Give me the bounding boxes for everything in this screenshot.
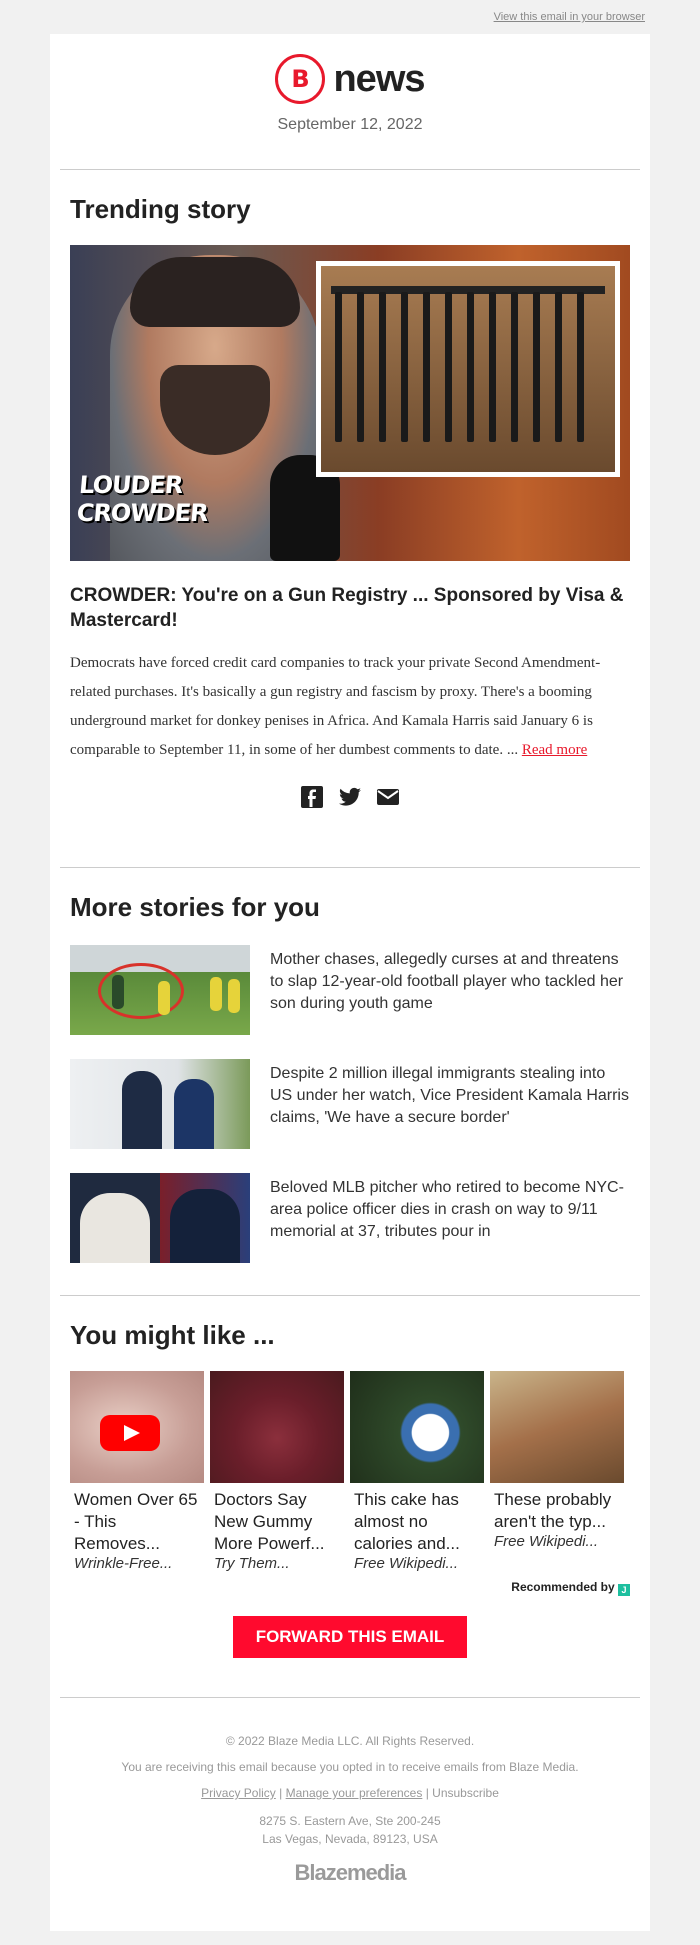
top-bar [0,0,700,34]
brand-line-1: LOUDER [78,471,184,499]
recommendation-item[interactable] [490,1371,624,1572]
recommender-logo-icon: J [618,1584,630,1596]
recommendation-item[interactable] [350,1371,484,1572]
story-item[interactable] [70,1059,630,1151]
rifle [511,292,518,442]
recommendation-image[interactable] [70,1371,204,1483]
link-separator: | [279,1786,283,1800]
link-separator: | [425,1786,429,1800]
rifle [467,292,474,442]
you-might-like-heading: You might like ... [70,1320,275,1350]
more-stories-section [60,868,640,1296]
story-headline[interactable]: Mother chases, allegedly curses at and threatens to slap 12-year-old football player who tackled her son during youth game [270,951,624,1012]
trending-headline[interactable]: CROWDER: You're on a Gun Registry ... Sponsored by Visa & Mastercard! [70,585,624,631]
recommendation-source: Try Them... [214,1555,290,1572]
you-might-like-section [60,1296,640,1698]
trending-heading: Trending story [70,194,251,224]
opt-in-notice: You are receiving this email because you opted in to receive emails from Blaze Media. [121,1760,579,1774]
address-line-1: 8275 S. Eastern Ave, Ste 200-245 [259,1814,441,1828]
host-hair [130,257,300,327]
blaze-news-logo[interactable] [275,54,424,104]
recommendation-title[interactable]: This cake has almost no calories and... [354,1490,460,1553]
person [228,979,240,1013]
recommendation-title[interactable]: Doctors Say New Gummy More Powerf... [214,1490,325,1553]
address [60,1812,640,1848]
rifle [445,292,452,442]
copyright: © 2022 Blaze Media LLC. All Rights Reserved. [225,1734,475,1748]
recommendation-source: Wrinkle-Free... [74,1555,173,1572]
email-icon[interactable] [375,785,401,811]
more-stories-heading: More stories for you [70,892,320,922]
forward-email-button[interactable]: FORWARD THIS EMAIL [233,1616,467,1658]
story-item[interactable] [70,945,630,1037]
read-more-link[interactable]: Read more [521,742,588,758]
person [122,1071,162,1149]
person [112,975,124,1009]
story-headline[interactable]: Despite 2 million illegal immigrants stealing into US under her watch, Vice President Kamala Harris claims, 'We have a secure border' [270,1065,629,1126]
rifle [335,292,342,442]
recommendation-title[interactable]: Women Over 65 - This Removes... [74,1490,198,1553]
rifle [577,292,584,442]
footer-links [60,1780,640,1806]
unsubscribe-link[interactable]: Unsubscribe [432,1786,499,1800]
trending-body [70,649,630,765]
recommendation-source: Free Wikipedi... [354,1555,459,1572]
recommendation-image[interactable] [490,1371,624,1483]
privacy-policy-link[interactable]: Privacy Policy [201,1786,276,1800]
person [210,977,222,1011]
email-footer [60,1698,640,1886]
recommendation-item[interactable] [210,1371,344,1572]
blaze-media-logo[interactable]: Blazemedia [294,1860,406,1885]
person [80,1193,150,1263]
play-icon[interactable] [100,1415,160,1451]
recommendation-item[interactable] [70,1371,204,1572]
rifle [533,292,540,442]
facebook-icon[interactable] [299,785,325,811]
story-item[interactable] [70,1173,630,1265]
recommendation-title[interactable]: These probably aren't the typ... [494,1490,612,1531]
recommended-by[interactable] [70,1580,630,1596]
story-thumbnail[interactable] [70,1173,250,1263]
story-thumbnail[interactable] [70,1059,250,1149]
address-line-2: Las Vegas, Nevada, 89123, USA [262,1832,438,1846]
email-date: September 12, 2022 [277,116,423,133]
logo-mark-icon: B [275,54,325,104]
highlight-circle [98,963,184,1019]
recommendation-image[interactable] [210,1371,344,1483]
brand-line-2: CROWDER [75,499,209,527]
story-thumbnail[interactable] [70,945,250,1035]
rifle [401,292,408,442]
rifle [357,292,364,442]
story-headline[interactable]: Beloved MLB pitcher who retired to become NYC-area police officer dies in crash on way to 9/11 memorial at 37, tributes pour in [270,1179,624,1240]
recommended-by-label: Recommended by [511,1580,615,1594]
share-icons [70,785,630,811]
twitter-icon[interactable] [337,785,363,811]
email-header [60,34,640,170]
forward-wrap [70,1616,630,1658]
email-card [50,34,650,1931]
rifle [555,292,562,442]
trending-section [60,170,640,868]
person [158,981,170,1015]
louder-with-crowder-logo [76,471,212,527]
rifle [379,292,386,442]
trending-hero-image[interactable] [70,245,630,561]
trending-body-text: Democrats have forced credit card companies to track your private Second Amendment-related purchases. It's basically a gun registry and fascism by proxy. There's a booming underground market for donkey penises in Africa. And Kamala Harris said January 6 is comparable to September 11, in some of her dumbest comments to date. ... [70,655,601,758]
recommendations [70,1371,630,1572]
person [174,1079,214,1149]
rifle [489,292,496,442]
manage-preferences-link[interactable]: Manage your preferences [285,1786,423,1800]
person [170,1189,240,1263]
gun-rack-inset [316,261,620,477]
view-in-browser-link[interactable]: View this email in your browser [493,11,645,23]
recommendation-image[interactable] [350,1371,484,1483]
recommendation-source: Free Wikipedi... [494,1533,599,1550]
rifle [423,292,430,442]
logo-text: news [333,57,425,100]
